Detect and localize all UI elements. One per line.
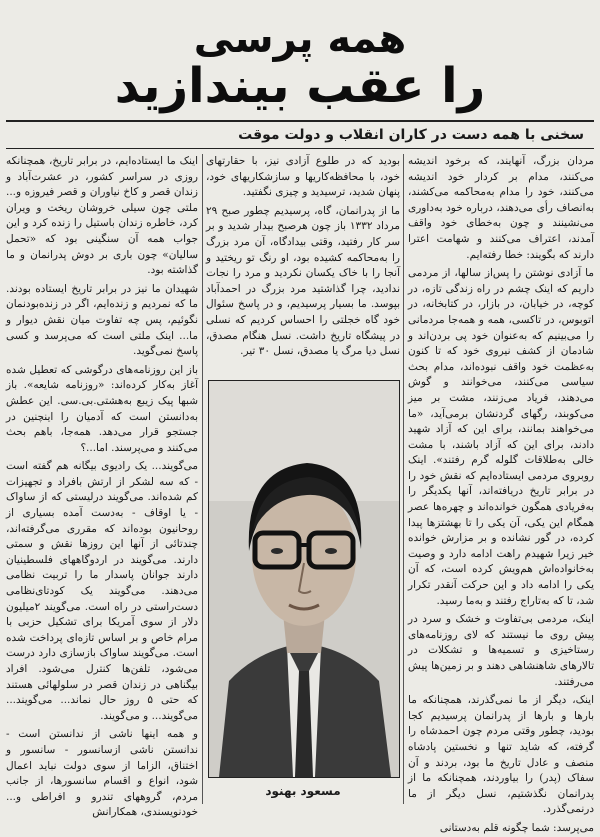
paragraph: اینک، دیگر از ما نمی‌گذرند، همچنانکه ما بارها و بارها از پدرانمان پرسیدیم کجا بودید، چطور وقتی مردم چون احمدشاه را گرفته، که شاید تنها و نخستین پادشاه منصف و عادل تاریخ ما بود، بردند و آن سفاک (پدر) را بیاوردند، همچنانکه ما از پدرانمان نگذشتیم، نسل دیگر از ما درنمی‌گذرد. bbox=[408, 694, 594, 816]
subheadline: سخنی با همه دست در کاران انقلاب و دولت موقت bbox=[238, 127, 584, 143]
paragraph: شهیدان ما نیز در برابر تاریخ ایستاده بودند. ما که نمردیم و زنده‌ایم، اگر در زنده‌بودنمان نگوئیم، پس چه تفاوت میان نقش دیوار و ما... اینک ملتی است که می‌پرسد و کسی پاسخ نمی‌گوید. bbox=[6, 282, 198, 358]
headline-line-2: را عقب بیندازید bbox=[114, 58, 486, 114]
bottom-rule bbox=[6, 148, 594, 149]
article-column-left bbox=[6, 154, 198, 819]
headline-line-1: همه پرسی bbox=[193, 16, 407, 62]
paragraph: باز این روزنامه‌های درگوشی که تعطیل شده آغاز به‌کار کرده‌اند: «روزنامه شایعه». باز شبها پیک زیبع به‌هشتی.بی.سی. این عطش به‌دانستن است که آدمیان را اینچنین در جستجو قرار می‌دهد. همه‌جا، باهم بحث می‌کنند و می‌پرسند. اما...؟ bbox=[6, 363, 198, 454]
portrait-illustration bbox=[209, 381, 399, 777]
paragraph: اینک ما ایستاده‌ایم، در برابر تاریخ، همچنانکه روزی در سراسر کشور، در عشرت‌آباد و زندان قصر و کاخ نیاوران و قصر فیروزه و... ملتی چون سیلی خروشان ریخت و ویران کرد، خاطره زندان باستیل را زنده کرد و این جواب همه آن سنگینی بود که «تحمل سالیان» چون باری بر دوش پدرانمان و ما گذاشته بود. bbox=[6, 155, 198, 277]
paragraph: می‌پرسد: شما چگونه قلم به‌دستانی bbox=[439, 821, 594, 834]
top-rule bbox=[6, 120, 594, 122]
paragraph: ما از پدرانمان، گاه، پرسیدیم چطور صبح ۲۹ مرداد ۱۳۳۲ باز چون هرصبح بیدار شدید و بر سر کار رفتید، وقتی بیدادگاه، آن مرد بزرگ را به‌محاکمه کشیده بود، او رنگ تو ریختید و آنجا را با خاک یکسان نکردید و مرد را نجات ندادید، چرا گذاشتید مرد بزرگ در احمدآباد بپوسد. ما بسیار پرسیدیم، و در پاسخ سئوال خود گاه خجلتی را احساس کردیم که نسلی در پیشگاه تاریخ داشت. نسل هنگام مصدق، نسل دیا مرگ یا مصدق، نسل ۳۰ تیر. bbox=[206, 204, 400, 358]
paragraph: می‌گویند... یک رادیوی بیگانه هم گفته است - که سه لشکر از ارتش بافراد و تجهیزات کم شده‌اند. می‌گویند درلیستی که از ساواک - یا اوقاف - به‌دست آمده بسیاری از روحانیون بوده‌اند که مقرری می‌گرفته‌اند، چندتائی از آنها این روزها نقش و سمتی دارند. می‌گویند در اردوگاههای فلسطینیان دارند جوانان پاسدار ما را تربیت نظامی می‌دهند. می‌گویند یک کودتای‌نظامی دست‌راستی در راه است. می‌گویند ۲میلیون دلار از سوی آمریکا برای تشکیل حزبی با مرام خاص و بر اساس تازه‌ای پرداخت شده است. می‌گویند ساواک بازسازی دارد درست می‌شود، تلفن‌ها کنترل می‌شود. افراد بیگناهی در زندان قصر در سلولهائی هستند که حتی ۵ روز حال نماند... می‌گویند... می‌گویند... و می‌گویند. bbox=[6, 460, 198, 722]
paragraph: ما آزادی نوشتن را پس‌از سالها، از مردمی داریم که اینک چشم در راه زندگی تازه، در کوچه، در خیابان، در بازار، در کتابخانه، در اتوبوس، در تاکسی، همه و همه‌جا مردمانی را می‌بینیم که به‌عنوان خود پی بردن‌اند و شادمان از کشف نیروی خود که تا کنون به‌عظمت خود واقف نبوده‌اند، مدام بحث سیاسی می‌کنند، می‌خوانند و گوش می‌دهند، فریاد می‌زنند، مشت بر میز می‌کوبند، رگهای گردنشان برمی‌آید، «ما می‌خواهند بمانند، برای این که آزاد شهید دادند، برای این که آزاد باشند، با مشت خالی به‌طلاقات گلوله گرم رفتند». اینک روبروی مردمی ایستاده‌ایم که نقش خود را در برابر تاریخ دریافته‌اند، آنها یکدیگر را به‌فریادی همگون خوانده‌اند و چهره‌ها عصر همگام این یکی، آن یکی را تا بهشتزها پیدا کرده، در گور نشانده و بر مزارش خوانده خیر زیرا شهیدم راهت ادامه دارد و وصیت به‌خانواده‌اش هم‌ویش کرده است، که آن یکی را ادامه داد و این حرکت آنقدر تکرار شد، تا که به‌تاراج رفتند و به‌ما رسید. bbox=[408, 267, 594, 607]
author-byline: مسعود بهنود bbox=[265, 784, 341, 798]
column-divider bbox=[202, 154, 203, 804]
paragraph: بودید که در طلوع آزادی نیز، با حقارتهای خود، با محافظه‌کاریها و سازشکاریهای خود، پنهان شدید، ترسیدید و چیزی نگفتید. bbox=[206, 155, 400, 199]
author-portrait-photo bbox=[208, 380, 400, 778]
paragraph: اینک، مردمی بی‌تفاوت و خشک و سرد در پیش روی ما نیستند که لای روزنامه‌های رستاخیزی و تسمیه‌ها و تشکلات در تالارهای شاهنشاهی دهند و بر زمین‌ها پیش می‌رفتند. bbox=[408, 613, 594, 688]
article-column-middle bbox=[206, 154, 400, 376]
paragraph: مردان بزرگ، آنهایند، که برخود اندیشه می‌کنند، مدام بر کردار خود اندیشه می‌کنند، خود را مدام به‌محاکمه می‌کشند، به‌انصاف رأی می‌دهند، درباره خود به‌داوری می‌نشینند و چون به‌خطای خود واقف آمدند، اعتراف می‌کنند و شهامت اعترا دارند که بگویند: خطا رفته‌ایم. bbox=[408, 155, 594, 261]
paragraph: و همه اینها ناشی از ندانستن است - ندانستن ناشی ازسانسور - سانسور و اختناق، الزاما از سوی دولت نباید اعمال شود، انواع و اقسام سانسورها، از جانب مردم، گروههای تندرو و افراطی و... خودنویسندی، همکارانش bbox=[6, 728, 198, 819]
column-divider bbox=[403, 154, 404, 804]
article-column-right bbox=[408, 154, 594, 834]
